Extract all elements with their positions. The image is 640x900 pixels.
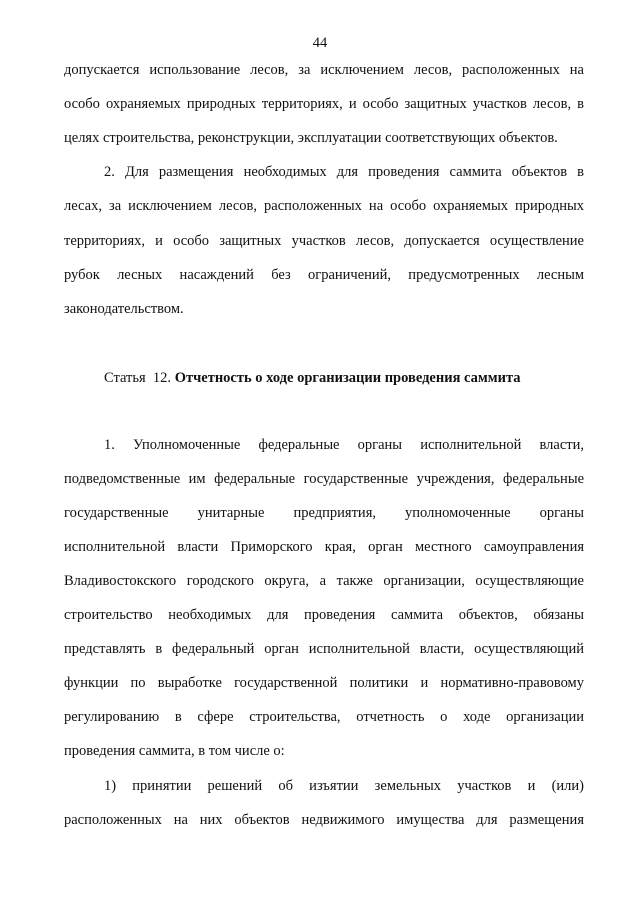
text-line: территориях, и особо защитных участков лесов, допускается осуществление: [64, 233, 584, 249]
text-line: лесах, за исключением лесов, расположенных на особо охраняемых природных: [64, 198, 584, 214]
text-line: 1. Уполномоченные федеральные органы исполнительной власти,: [104, 437, 584, 453]
text-line: подведомственные им федеральные государственные учреждения, федеральные: [64, 471, 584, 487]
text-line: представлять в федеральный орган исполнительной власти, осуществляющий: [64, 641, 584, 657]
text-line: особо охраняемых природных территориях, и особо защитных участков лесов, в: [64, 96, 584, 112]
article-title: Отчетность о ходе организации проведения саммита: [174, 370, 521, 386]
article-heading: [104, 369, 584, 387]
text-line: государственные унитарные предприятия, уполномоченные органы: [64, 505, 584, 521]
text-line: 1) принятии решений об изъятии земельных участков и (или): [104, 778, 584, 794]
text-line: строительство необходимых для проведения саммита объектов, обязаны: [64, 607, 584, 623]
text-line: Владивостокского городского округа, а также организации, осуществляющие: [64, 573, 584, 589]
article-prefix: Статья 12.: [104, 370, 175, 386]
text-line: функции по выработке государственной политики и нормативно-правовому: [64, 675, 584, 691]
text-line: допускается использование лесов, за исключением лесов, расположенных на: [64, 62, 584, 78]
text-line: 2. Для размещения необходимых для проведения саммита объектов в: [104, 164, 584, 180]
text-line: законодательством.: [64, 301, 184, 317]
page-number: 44: [312, 35, 328, 51]
text-line: рубок лесных насаждений без ограничений, предусмотренных лесным: [64, 267, 584, 283]
text-line: регулированию в сфере строительства, отчетность о ходе организации: [64, 709, 584, 725]
text-line: исполнительной власти Приморского края, орган местного самоуправления: [64, 539, 584, 555]
text-line: целях строительства, реконструкции, эксплуатации соответствующих объектов.: [64, 130, 558, 146]
text-line: расположенных на них объектов недвижимого имущества для размещения: [64, 812, 584, 828]
text-line: проведения саммита, в том числе о:: [64, 743, 285, 759]
